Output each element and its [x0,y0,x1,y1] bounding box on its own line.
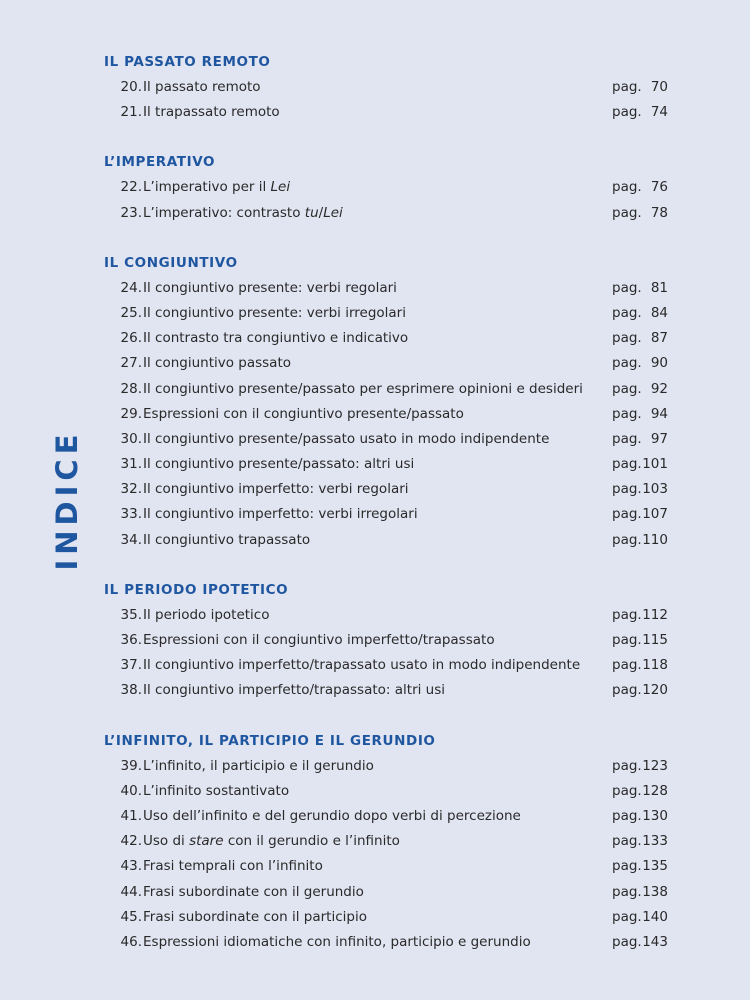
pag-label: pag. [612,456,642,473]
entry-number: 31. [120,456,142,473]
pag-label: pag. [612,380,642,397]
toc-entry[interactable] [104,301,670,326]
toc-entry[interactable] [104,829,670,854]
entry-number: 41. [120,807,142,824]
entry-page: 103 [642,481,668,498]
entry-page: 118 [642,657,668,674]
entry-title: Il congiuntivo presente: verbi regolari [143,279,397,296]
toc-entry[interactable] [104,175,670,200]
pag-label: pag. [612,481,642,498]
entry-number: 39. [120,757,142,774]
entry-page: 135 [642,858,668,875]
toc-entry[interactable] [104,628,670,653]
pag-label: pag. [612,204,642,221]
toc-entry[interactable] [104,477,670,502]
pag-label: pag. [612,782,642,799]
entry-title: Frasi subordinate con il participio [143,908,367,925]
toc-entry[interactable] [104,75,670,100]
entry-number: 30. [120,430,142,447]
entry-number: 24. [120,279,142,296]
toc-entry[interactable] [104,603,670,628]
pag-label: pag. [612,304,642,321]
toc-entry[interactable] [104,804,670,829]
entry-number: 44. [120,883,142,900]
entry-page: 133 [642,833,668,850]
pag-label: pag. [612,330,642,347]
entry-title: Il congiuntivo imperfetto: verbi irregolari [143,506,418,523]
side-title [49,429,85,571]
section-imperativo [104,150,670,225]
section-congiuntivo [104,251,670,553]
pag-label: pag. [612,632,642,648]
pag-label: pag. [612,79,642,95]
section-heading: IL PASSATO REMOTO [104,54,271,70]
toc-entry[interactable] [104,377,670,402]
entry-title: Frasi temprali con l’infinito [143,858,323,875]
section-heading: L’INFINITO, IL PARTICIPIO E IL GERUNDIO [104,732,436,749]
toc-entry[interactable] [104,427,670,452]
entry-page: 94 [650,405,668,422]
entry-page: 90 [650,355,668,372]
entry-page: 112 [642,606,668,623]
entry-page: 123 [642,757,668,774]
toc-entry[interactable] [104,452,670,477]
section-heading: IL PERIODO IPOTETICO [104,581,289,598]
entry-title: L’infinito, il participio e il gerundio [143,757,374,774]
entry-page: 92 [650,380,668,397]
entry-title: Il periodo ipotetico [143,606,270,623]
entry-number: 28. [120,380,142,397]
pag-label: pag. [612,606,642,623]
entry-number: 20. [120,79,142,95]
toc-entry[interactable] [104,653,670,678]
entry-number: 38. [120,682,142,699]
section-infinito-participio-gerundio [104,729,670,956]
pag-label: pag. [612,405,642,422]
entry-page: 107 [642,506,668,523]
toc-entry[interactable] [104,502,670,527]
pag-label: pag. [612,430,642,447]
entry-title: Il trapassato remoto [143,104,280,121]
section-heading: IL CONGIUNTIVO [104,254,238,271]
entry-title: Il congiuntivo imperfetto: verbi regolari [143,481,409,498]
toc-entry[interactable] [104,880,670,905]
entry-number: 21. [120,104,142,121]
pag-label: pag. [612,908,642,925]
entry-title: Uso dell’infinito e del gerundio dopo verbi di percezione [143,807,521,824]
entry-title: Il congiuntivo presente/passato usato in modo indipendente [143,430,550,447]
entry-title: L’infinito sostantivato [143,782,290,799]
pag-label: pag. [612,531,642,548]
pag-label: pag. [612,355,642,372]
pag-label: pag. [612,833,642,850]
entry-title: Il congiuntivo trapassato [143,531,311,548]
pag-label: pag. [612,179,642,196]
entry-title: Il congiuntivo presente/passato: altri usi [143,456,415,473]
toc-entry[interactable] [104,276,670,301]
entry-number: 35. [120,606,142,623]
entry-title: Espressioni idiomatiche con infinito, participio e gerundio [143,933,531,950]
entry-page: 76 [650,179,668,196]
entry-page: 74 [650,104,668,121]
toc-entry[interactable] [104,201,670,226]
entry-title: Il congiuntivo passato [143,355,292,372]
entry-number: 33. [120,506,142,523]
entry-number: 40. [120,782,142,799]
entry-page: 120 [642,682,668,699]
entry-title: Il congiuntivo imperfetto/trapassato usato in modo indipendente [143,657,581,674]
pag-label: pag. [612,682,642,699]
entry-number: 36. [120,632,142,648]
entry-page: 115 [642,632,668,648]
entry-number: 43. [120,858,142,875]
entry-title: Espressioni con il congiuntivo imperfetto/trapassato [143,632,495,648]
entry-number: 45. [120,908,142,925]
entry-title: L’imperativo: contrasto tu/Lei [143,204,343,221]
toc-entry[interactable] [104,100,670,125]
entry-page: 128 [642,782,668,799]
pag-label: pag. [612,933,642,950]
toc-entry[interactable] [104,930,670,955]
entry-title: Frasi subordinate con il gerundio [143,883,364,900]
section-passato-remoto [104,50,670,125]
toc-entry[interactable] [104,754,670,779]
entry-number: 26. [120,330,142,347]
entry-page: 81 [650,279,668,296]
toc-entry[interactable] [104,528,670,553]
toc-entry[interactable] [104,678,670,703]
toc-entry[interactable] [104,854,670,879]
side-title-text: INDICE [50,429,84,571]
entry-number: 25. [120,304,142,321]
entry-number: 37. [120,657,142,674]
entry-title: Espressioni con il congiuntivo presente/passato [143,405,464,422]
entry-title: Il congiuntivo imperfetto/trapassato: altri usi [143,682,445,699]
toc-entry[interactable] [104,779,670,804]
entry-page: 78 [650,204,668,221]
toc-entry[interactable] [104,402,670,427]
entry-page: 143 [642,933,668,950]
entry-page: 130 [642,807,668,824]
table-of-contents [104,50,670,980]
pag-label: pag. [612,757,642,774]
entry-page: 97 [650,430,668,447]
pag-label: pag. [612,807,642,824]
entry-title: Il contrasto tra congiuntivo e indicativo [143,330,409,347]
pag-label: pag. [612,279,642,296]
entry-page: 101 [642,456,668,473]
entry-page: 110 [642,531,668,548]
pag-label: pag. [612,883,642,900]
entry-page: 87 [650,330,668,347]
entry-page: 140 [642,908,668,925]
entry-number: 29. [120,405,142,422]
pag-label: pag. [612,858,642,875]
entry-title: Il congiuntivo presente/passato per esprimere opinioni e desideri [143,380,583,397]
pag-label: pag. [612,104,642,121]
section-periodo-ipotetico [104,578,670,704]
entry-page: 84 [650,304,668,321]
entry-number: 32. [120,481,142,498]
toc-entry[interactable] [104,326,670,351]
section-heading: L’IMPERATIVO [104,154,216,171]
toc-entry[interactable] [104,351,670,376]
entry-number: 27. [120,355,142,372]
pag-label: pag. [612,506,642,523]
entry-page: 70 [650,79,668,95]
entry-title: Il congiuntivo presente: verbi irregolari [143,304,406,321]
entry-number: 34. [120,531,142,548]
entry-title: L’imperativo per il Lei [143,179,291,196]
entry-number: 23. [120,204,142,221]
entry-number: 42. [120,833,142,850]
entry-page: 138 [642,883,668,900]
pag-label: pag. [612,657,642,674]
entry-title: Uso di stare con il gerundio e l’infinito [143,833,400,850]
entry-number: 46. [120,933,142,950]
toc-entry[interactable] [104,905,670,930]
entry-title: Il passato remoto [143,79,261,95]
entry-number: 22. [120,179,142,196]
